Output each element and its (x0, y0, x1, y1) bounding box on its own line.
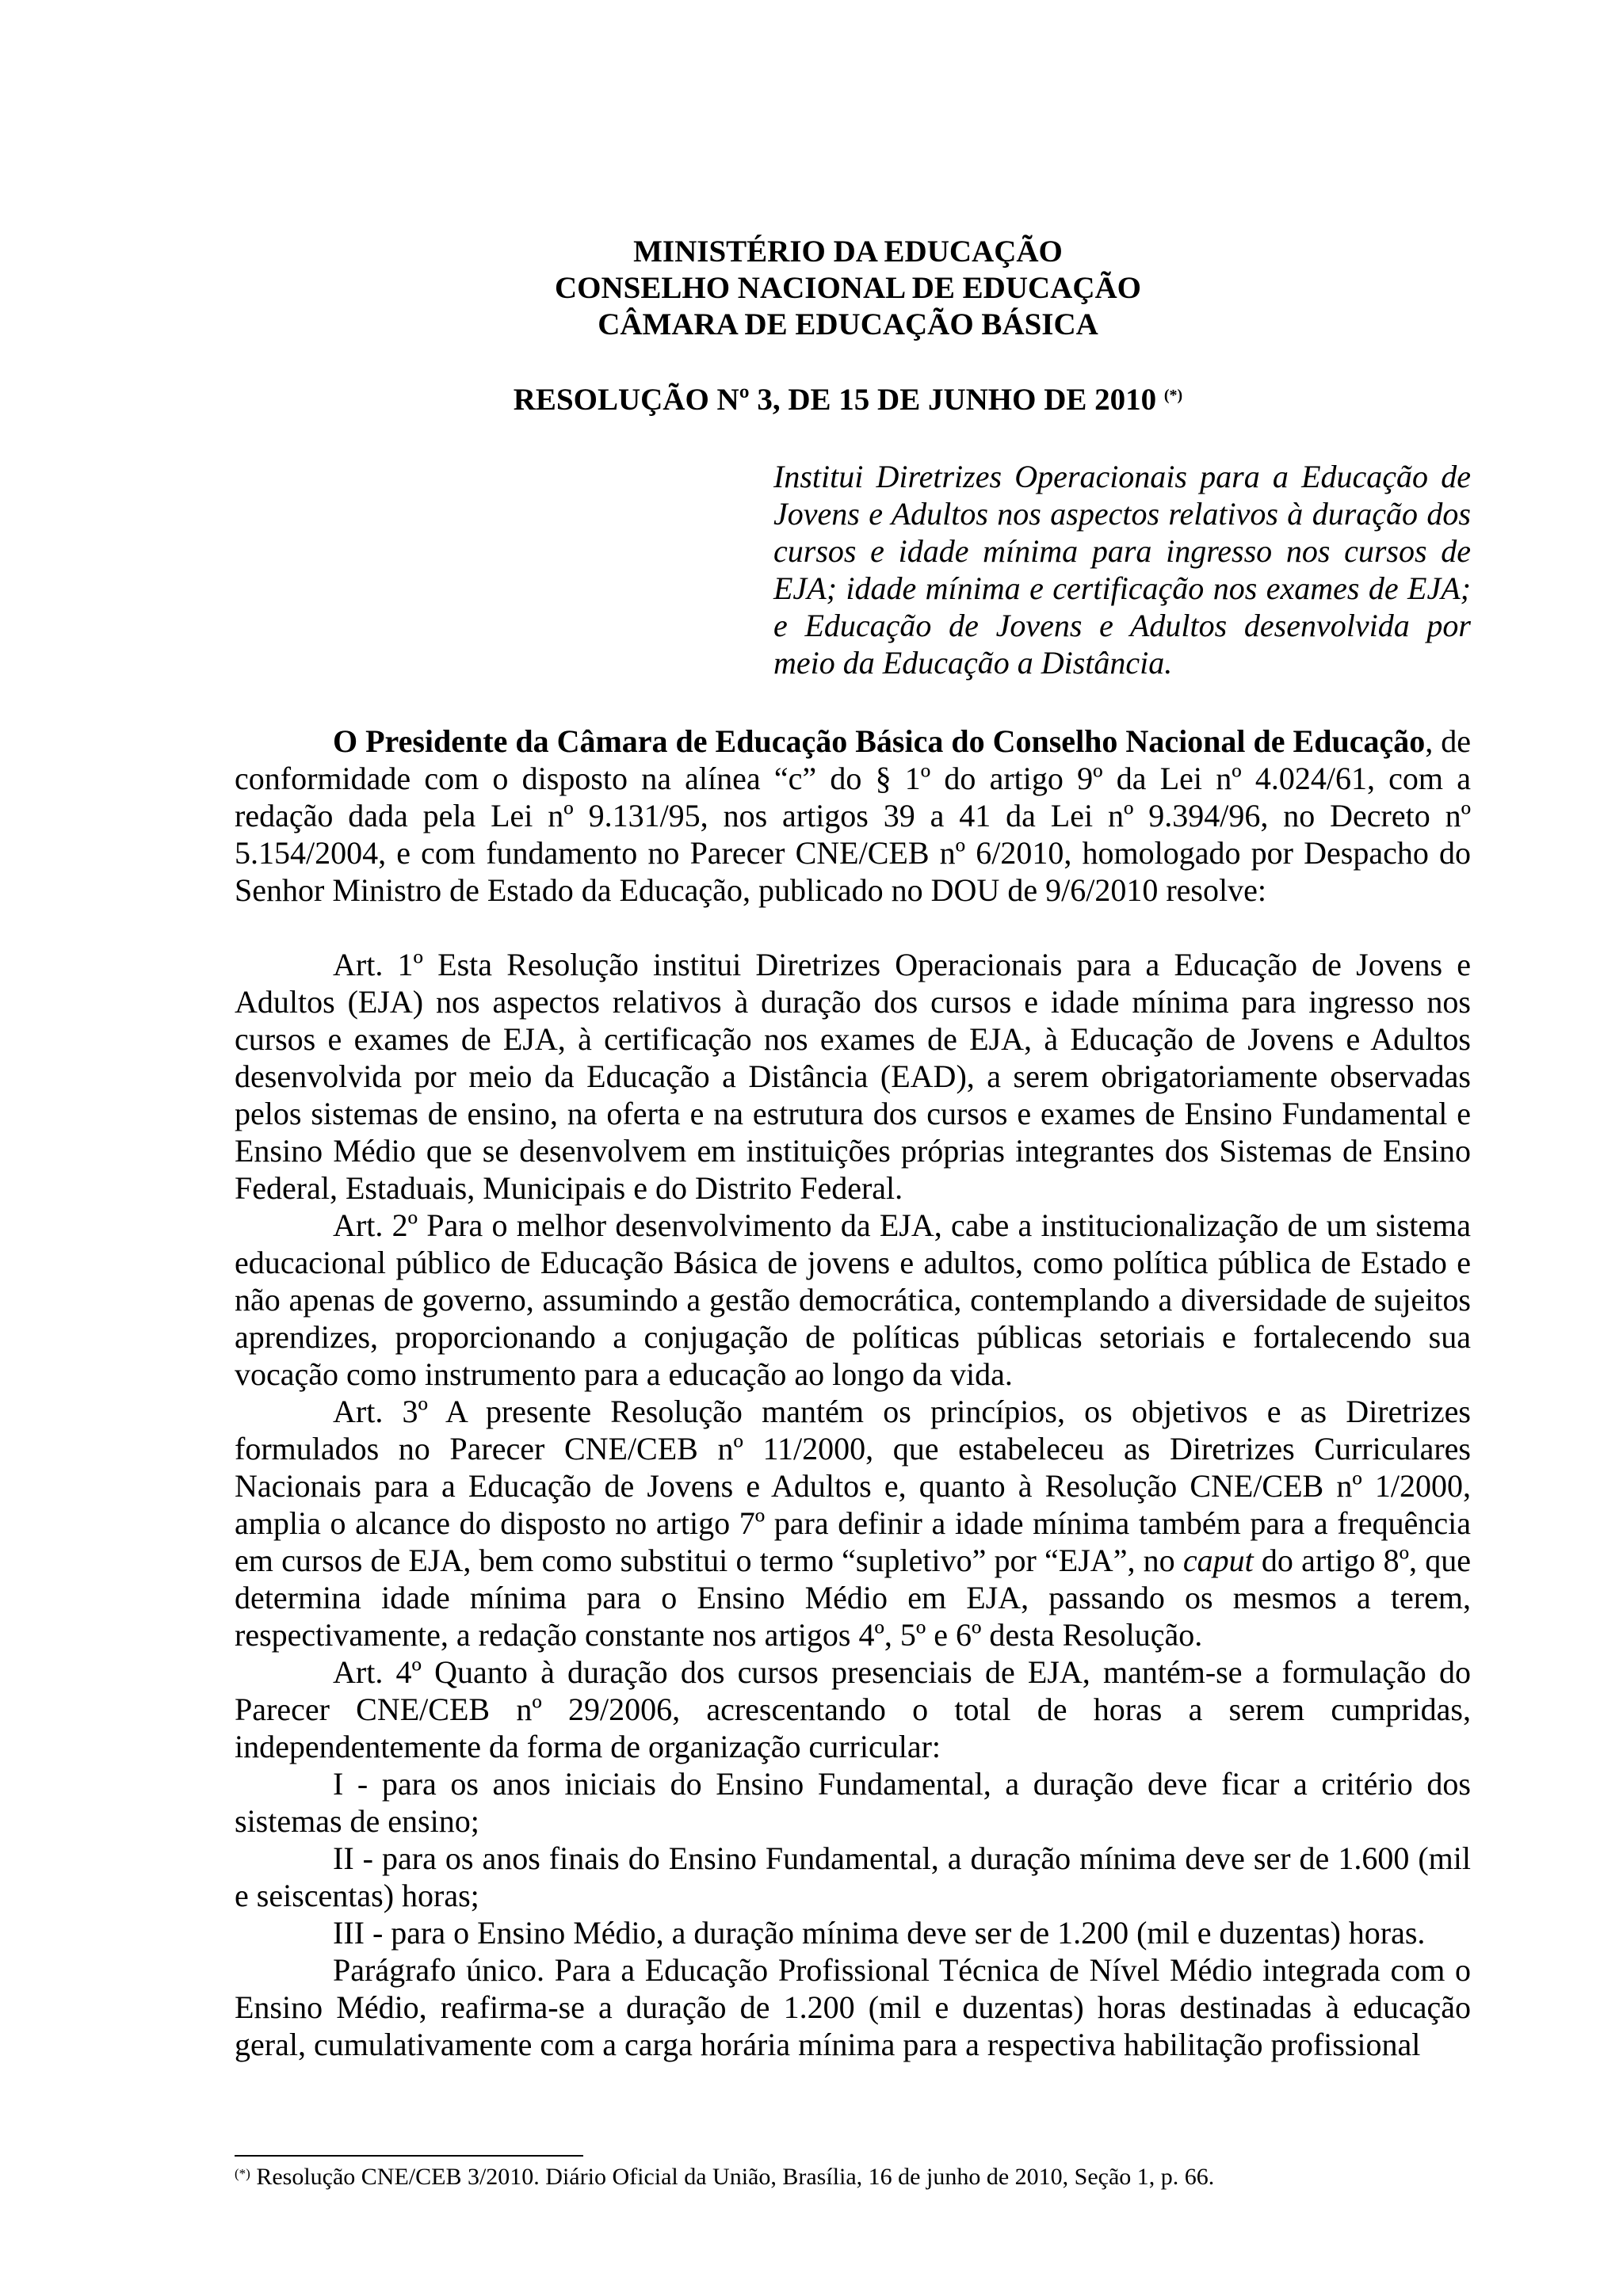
resolution-summary: Institui Diretrizes Operacionais para a Educação de Jovens e Adultos nos aspectos relativos à duração dos cursos e idade mínima para ingresso nos cursos de EJA; idade mínima e certificação nos exames de EJA; e Educação de Jovens e Adultos desenvolvida por meio da Educação a Distância. (773, 459, 1471, 681)
article-3-italic: caput (1182, 1543, 1254, 1578)
article-4-item-ii: II - para os anos finais do Ensino Fundamental, a duração mínima deve ser de 1.600 (mil e seiscentas) horas; (235, 1840, 1471, 1913)
article-3-part-b: do artigo 8º, que determina idade mínima para o Ensino Médio em EJA, passando os mesmos a terem, respectivamente, a redação constante nos artigos 4º, 5º e 6º desta Resolução. (235, 1543, 1472, 1653)
article-4-item-iii: III - para o Ensino Médio, a duração mínima deve ser de 1.200 (mil e duzentas) horas. (333, 1915, 1426, 1951)
title-footnote-mark: (*) (1163, 387, 1183, 404)
article-1: Art. 1º Esta Resolução institui Diretrizes Operacionais para a Educação de Jovens e Adultos (EJA) nos aspectos relativos à duração dos cursos e idade mínima para ingresso nos cursos e exames de EJA, à certificação nos exames de EJA, à Educação de Jovens e Adultos desenvolvida por meio da Educação a Distância (EAD), a serem obrigatoriamente observadas pelos sistemas de ensino, na oferta e na estrutura dos cursos e exames de Ensino Fundamental e Ensino Médio que se desenvolvem em instituições próprias integrantes dos Sistemas de Ensino Federal, Estaduais, Municipais e do Distrito Federal. (235, 947, 1471, 1206)
header-ministry: MINISTÉRIO DA EDUCAÇÃO (633, 235, 1063, 269)
header-council: CONSELHO NACIONAL DE EDUCAÇÃO (554, 271, 1141, 305)
article-3 (235, 1393, 1471, 1653)
resolution-body (235, 723, 1471, 2063)
preamble-paragraph (235, 723, 1471, 909)
footnote (235, 2163, 1471, 2191)
footnote-text: Resolução CNE/CEB 3/2010. Diário Oficial da União, Brasília, 16 de junho de 2010, Seção 1, p. 66. (250, 2164, 1215, 2190)
resolution-title (235, 382, 1461, 418)
article-4: Art. 4º Quanto à duração dos cursos presenciais de EJA, mantém-se a formulação do Parecer CNE/CEB nº 29/2006, acrescentando o total de horas a serem cumpridas, independentemente da forma de organização curricular: (235, 1654, 1471, 1764)
preamble-rest: , de conformidade com o disposto na alínea “c” do § 1º do artigo 9º da Lei nº 4.024/61, com a redação dada pela Lei nº 9.131/95, nos artigos 39 a 41 da Lei nº 9.394/96, no Decreto nº 5.154/2004, e com fundamento no Parecer CNE/CEB nº 6/2010, homologado por Despacho do Senhor Ministro de Estado da Educação, publicado no DOU de 9/6/2010 resolve: (235, 723, 1471, 908)
footnote-mark: (*) (235, 2166, 250, 2181)
header-chamber: CÂMARA DE EDUCAÇÃO BÁSICA (598, 307, 1098, 341)
document-header (235, 234, 1461, 343)
article-3-part-a: Art. 3º A presente Resolução mantém os princípios, os objetivos e as Diretrizes formulados no Parecer CNE/CEB nº 11/2000, que estabeleceu as Diretrizes Curriculares Nacionais para a Educação de Jovens e Adultos e, quanto à Resolução CNE/CEB nº 1/2000, amplia o alcance do disposto no artigo 7º para definir a idade mínima também para a frequência em cursos de EJA, bem como substitui o termo “supletivo” por “EJA”, no (235, 1394, 1471, 1578)
article-4-sole-paragraph: Parágrafo único. Para a Educação Profissional Técnica de Nível Médio integrada com o Ensino Médio, reafirma-se a duração de 1.200 (mil e duzentas) horas destinadas à educação geral, cumulativamente com a carga horária mínima para a respectiva habilitação profissional (235, 1952, 1471, 2062)
article-4-item-i: I - para os anos iniciais do Ensino Fundamental, a duração deve ficar a critério dos sistemas de ensino; (235, 1766, 1471, 1839)
footnote-divider (235, 2155, 583, 2157)
article-2: Art. 2º Para o melhor desenvolvimento da EJA, cabe a institucionalização de um sistema educacional público de Educação Básica de jovens e adultos, como política pública de Estado e não apenas de governo, assumindo a gestão democrática, contemplando a diversidade de sujeitos aprendizes, proporcionando a conjugação de políticas públicas setoriais e fortalecendo sua vocação como instrumento para a educação ao longo da vida. (235, 1207, 1471, 1392)
preamble-bold: O Presidente da Câmara de Educação Básica do Conselho Nacional de Educação (333, 723, 1426, 759)
resolution-title-text: RESOLUÇÃO Nº 3, DE 15 DE JUNHO DE 2010 (513, 383, 1164, 417)
